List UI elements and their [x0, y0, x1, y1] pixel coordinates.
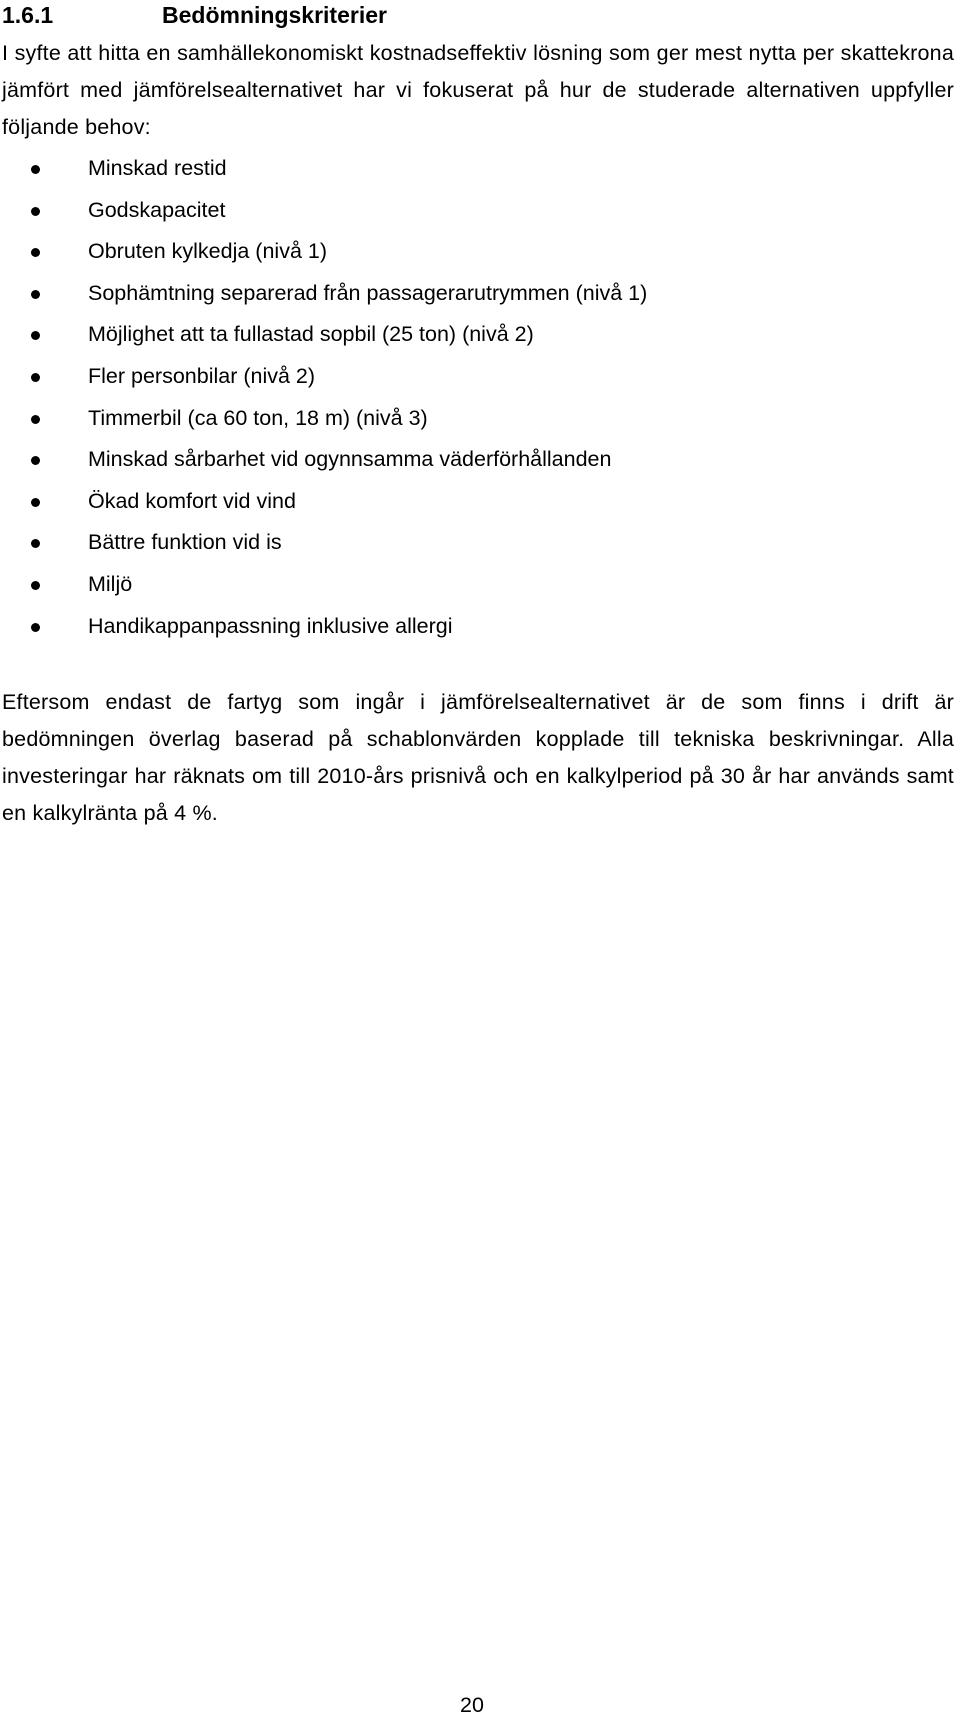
page-number: 20	[460, 1693, 484, 1717]
bullet-icon	[31, 415, 40, 424]
bullet-icon	[31, 498, 40, 507]
list-item-text: Fler personbilar (nivå 2)	[88, 363, 316, 388]
section-heading	[2, 0, 387, 30]
bullet-icon	[31, 165, 40, 174]
body-paragraph: Eftersom endast de fartyg som ingår i jämförelsealternativet är de som finns i drift är bedömningen överlag baserad på schablonvärden kopplade till tekniska beskrivningar. Alla investeringar har räknats om till 2010-års prisnivå och en kalkylperiod på 30 år har används samt en kalkylränta på 4 %.	[2, 690, 954, 825]
list-item-text: Minskad restid	[88, 156, 227, 180]
bullet-icon	[31, 248, 40, 257]
list-item-text: Miljö	[88, 571, 133, 596]
list-item-text: Handikappanpassning inklusive allergi	[88, 613, 453, 638]
bullet-icon	[31, 456, 40, 465]
list-item-text: Minskad sårbarhet vid ogynnsamma väderförhållanden	[88, 447, 612, 472]
bullet-icon	[31, 539, 40, 548]
list-item-text: Sophämtning separerad från passagerarutrymmen (nivå 1)	[88, 280, 648, 305]
list-item-text: Obruten kylkedja (nivå 1)	[88, 239, 327, 264]
list-item-text: Timmerbil (ca 60 ton, 18 m) (nivå 3)	[88, 405, 428, 430]
bullet-icon	[31, 331, 40, 340]
bullet-icon	[31, 290, 40, 299]
bullet-icon	[31, 581, 40, 590]
bullet-icon	[31, 373, 40, 382]
list-item-text: Möjlighet att ta fullastad sopbil (25 ton) (nivå 2)	[88, 322, 534, 347]
section-number: 1.6.1	[2, 2, 54, 28]
list-item-text: Ökad komfort vid vind	[88, 488, 296, 513]
list-item-text: Godskapacitet	[88, 197, 226, 222]
list-item-text: Bättre funktion vid is	[88, 530, 282, 555]
bullet-icon	[31, 623, 40, 632]
bullet-icon	[31, 207, 40, 216]
intro-paragraph: I syfte att hitta en samhällekonomiskt kostnadseffektiv lösning som ger mest nytta per skattekrona jämfört med jämförelsealternativet har vi fokuserat på hur de studerade alternativen uppfyller följande behov:	[2, 41, 954, 139]
section-title: Bedömningskriterier	[162, 2, 387, 28]
